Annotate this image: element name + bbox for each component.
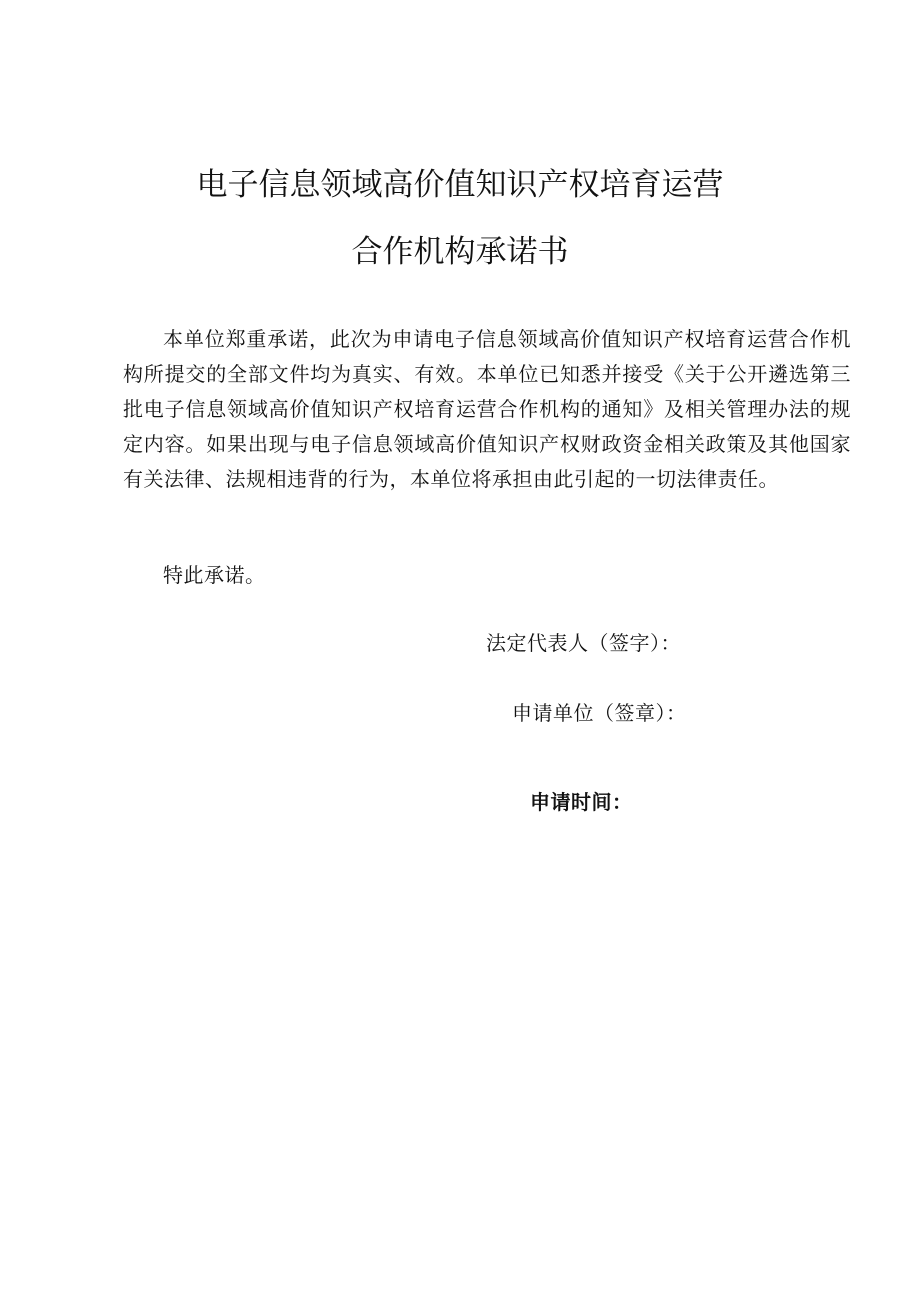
- application-date-label: 申请时间：: [530, 790, 633, 814]
- document-title-line-2: 合作机构承诺书: [351, 234, 569, 270]
- legal-representative-signature-label: 法定代表人（签字）：: [486, 631, 681, 655]
- applicant-unit-seal-label: 申请单位（签章）：: [512, 701, 687, 725]
- commitment-paragraph: 本单位郑重承诺，此次为申请电子信息领域高价值知识产权培育运营合作机构所提交的全部文件均为真实、有效。本单位已知悉并接受《关于公开遴选第三批电子信息领域高价值知识产权培育运营合作机构的通知》及相关管理办法的规定内容。如果出现与电子信息领域高价值知识产权财政资金相关政策及其他国家有关法律、法规相违背的行为，本单位将承担由此引起的一切法律责任。: [123, 327, 851, 491]
- document-title-line-1: 电子信息领域高价值知识产权培育运营: [196, 167, 724, 203]
- closing-statement: 特此承诺。: [163, 563, 266, 587]
